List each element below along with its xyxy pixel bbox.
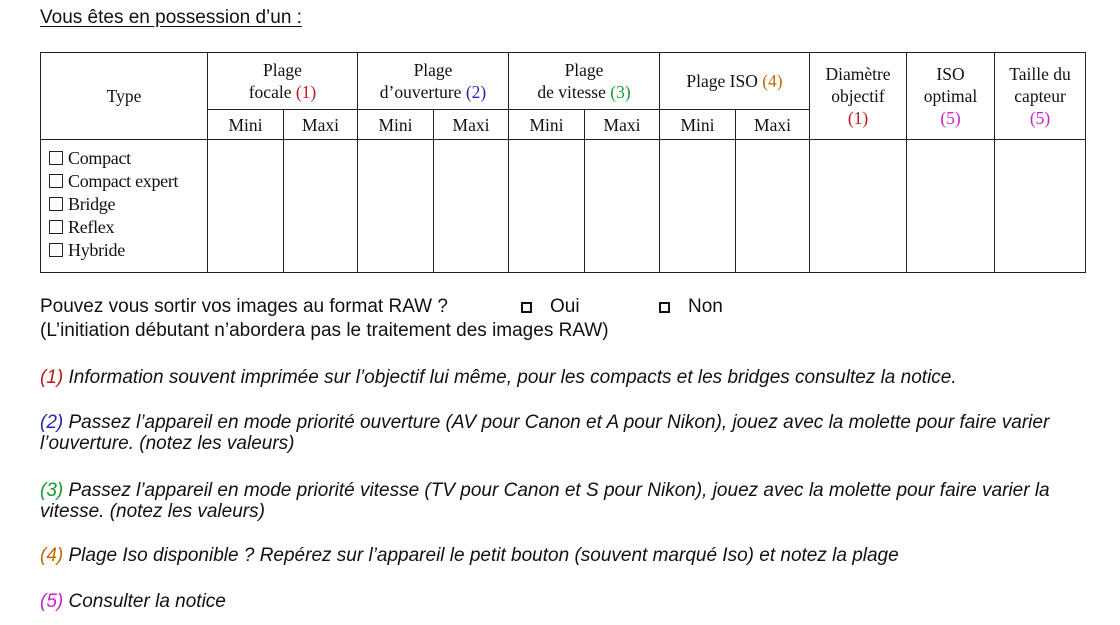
plage-vitesse-line1: Plage [564,60,604,80]
footnote-text: Plage Iso disponible ? Repérez sur l’appareil le petit bouton (souvent marqué Iso) et notez la plage [63,545,899,566]
diametre-line2: objectif [831,86,885,106]
footnote-text: Consulter la notice [63,591,226,612]
checkbox-icon[interactable] [49,174,63,188]
checkbox-icon[interactable] [521,302,532,313]
plage-iso-ref: (4) [762,71,783,91]
type-option-bridge[interactable] [49,192,207,215]
checkbox-icon[interactable] [49,220,63,234]
plage-focale-header [208,53,358,110]
vitesse-maxi-cell[interactable] [585,140,660,273]
footnote-ref: (5) [40,591,64,612]
checkbox-icon[interactable] [49,197,63,211]
ouverture-maxi-header: Maxi [434,110,509,140]
raw-question: Pouvez vous sortir vos images au format RAW ? [40,296,448,317]
raw-option-non[interactable] [659,296,723,318]
footnote-text: Information souvent imprimée sur l’objectif lui même, pour les compacts et les bridges consultez la notice. [63,367,957,388]
type-option-hybride[interactable] [49,238,207,261]
type-option-compact[interactable] [49,146,207,169]
taille-capteur-header [995,53,1086,140]
footnote-ref: (1) [40,367,64,388]
plage-vitesse-ref: (3) [610,82,631,102]
type-option-reflex[interactable] [49,215,207,238]
diametre-line1: Diamètre [825,64,891,84]
focale-mini-header: Mini [208,110,284,140]
plage-focale-ref: (1) [295,82,317,102]
vitesse-maxi-header: Maxi [585,110,660,140]
plage-ouverture-header [358,53,509,110]
footnote-ref: (2) [40,412,64,433]
taille-capteur-ref: (5) [1029,108,1051,128]
type-option-label: Reflex [68,216,115,237]
plage-vitesse-header [509,53,660,110]
page-heading: Vous êtes en possession d’un : [40,7,302,28]
checkbox-icon[interactable] [49,151,63,165]
iso-optimal-cell[interactable] [907,140,995,273]
diametre-cell[interactable] [810,140,907,273]
type-option-label: Bridge [68,193,116,214]
footnote-ref: (3) [40,480,64,501]
iso-maxi-cell[interactable] [736,140,810,273]
type-header: Type [41,53,208,140]
ouverture-mini-header: Mini [358,110,434,140]
type-option-label: Compact expert [68,170,179,191]
plage-focale-line1: Plage [263,60,302,80]
plage-ouverture-line1: Plage [413,60,453,80]
plage-vitesse-line2: de vitesse [537,82,606,102]
diametre-ref: (1) [847,108,869,128]
taille-capteur-line2: capteur [1014,86,1066,106]
checkbox-icon[interactable] [49,243,63,257]
focale-maxi-cell[interactable] [284,140,358,273]
footnote-text: Passez l’appareil en mode priorité vitesse (TV pour Canon et S pour Nikon), jouez avec la molette pour faire varier la vitesse. (notez les valeurs) [40,480,1050,522]
footnote-5 [40,591,1100,612]
plage-iso-header [660,53,810,110]
footnote-4 [40,545,1100,566]
footnote-1 [40,367,1100,388]
iso-optimal-header [907,53,995,140]
plage-ouverture-line2: d’ouverture [379,82,462,102]
iso-optimal-line1: ISO [936,64,965,84]
footnote-3 [40,480,1100,522]
taille-capteur-cell[interactable] [995,140,1086,273]
raw-oui-label: Oui [550,296,580,317]
raw-note: (L’initiation débutant n’abordera pas le traitement des images RAW) [40,320,609,341]
focale-maxi-header: Maxi [284,110,358,140]
raw-non-label: Non [688,296,723,317]
diametre-header [810,53,907,140]
type-options-cell [41,140,208,273]
footnote-2 [40,412,1100,454]
plage-focale-line2: focale [248,82,292,102]
camera-spec-table [40,52,1086,273]
raw-option-oui[interactable] [521,296,580,318]
plage-iso-label: Plage ISO [686,71,758,91]
vitesse-mini-header: Mini [509,110,585,140]
plage-ouverture-ref: (2) [465,82,487,102]
focale-mini-cell[interactable] [208,140,284,273]
type-option-label: Compact [68,147,131,168]
iso-mini-cell[interactable] [660,140,736,273]
footnote-text: Passez l’appareil en mode priorité ouverture (AV pour Canon et A pour Nikon), jouez avec la molette pour faire varier l’ouverture. (notez les valeurs) [40,412,1050,454]
taille-capteur-line1: Taille du [1009,64,1071,84]
iso-mini-header: Mini [660,110,736,140]
type-option-compact-expert[interactable] [49,169,207,192]
type-option-label: Hybride [68,239,125,260]
iso-optimal-line2: optimal [923,86,978,106]
footnote-ref: (4) [40,545,64,566]
iso-optimal-ref: (5) [940,108,961,128]
iso-maxi-header: Maxi [736,110,810,140]
checkbox-icon[interactable] [659,302,670,313]
vitesse-mini-cell[interactable] [509,140,585,273]
ouverture-maxi-cell[interactable] [434,140,509,273]
ouverture-mini-cell[interactable] [358,140,434,273]
